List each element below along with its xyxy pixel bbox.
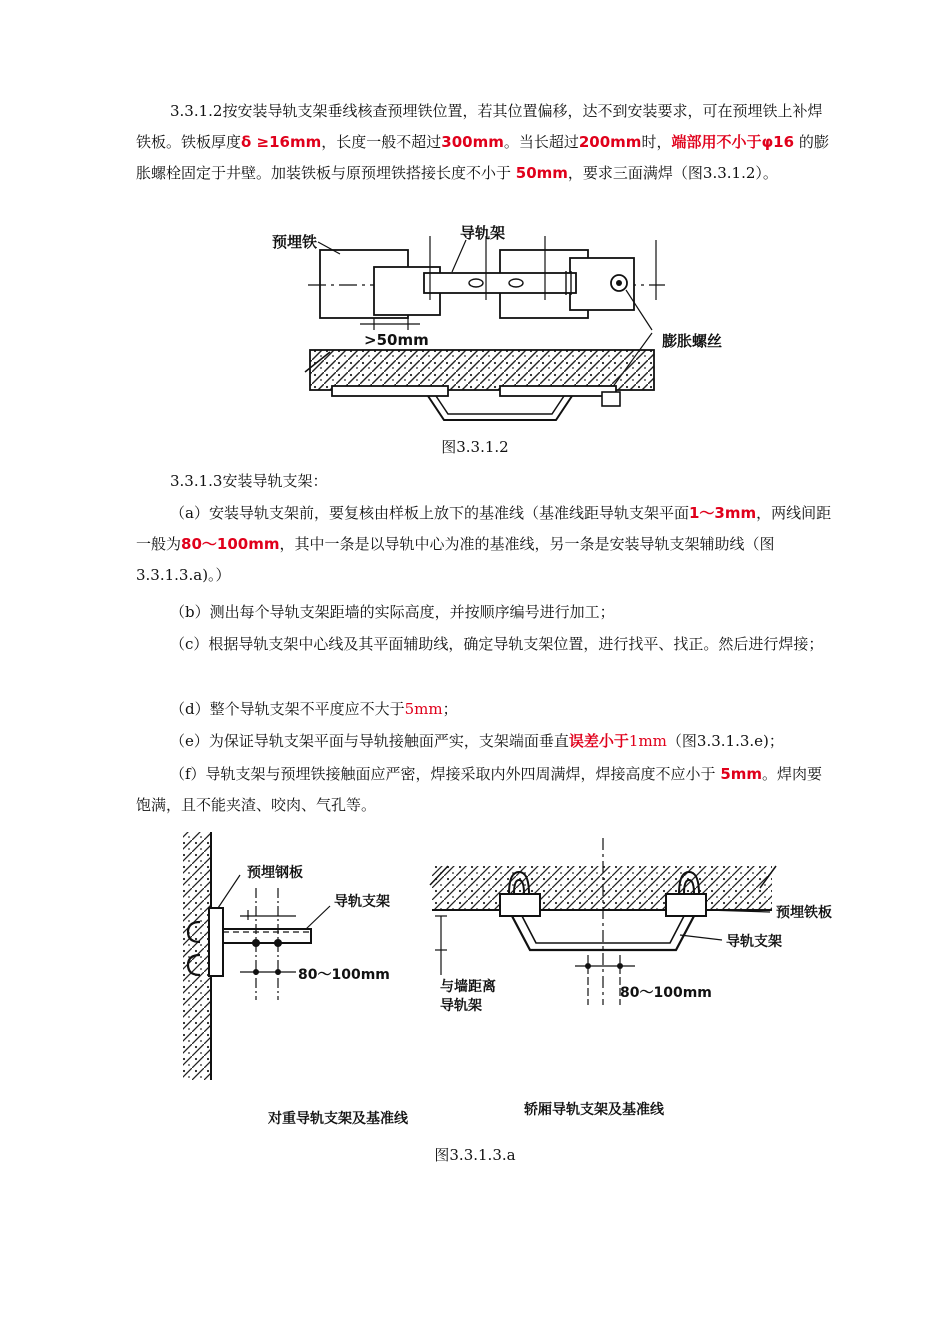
text: 的膨胀螺栓固定于井壁。加装铁板与原预埋铁搭接长度不小于: [136, 133, 829, 182]
left-label-dim: 80～100mm: [298, 967, 390, 983]
figure-3313a-caption: 图3.3.1.3.a: [434, 1146, 516, 1164]
right-embedded-plate-left: [500, 894, 540, 916]
right-label-rail-frame: 导轨架: [440, 998, 482, 1014]
right-label-wall-distance: 与墙距离: [440, 979, 496, 995]
highlight-bolt: 端部用不小于φ16: [671, 133, 795, 151]
text: ，两线间距一般为: [136, 504, 832, 553]
label-embedded-iron: 预埋铁: [272, 233, 318, 251]
text: ，其中一条是以导轨中心为准的基准线，另一条是安装导轨支架辅助线（图3.3.1.3.a)。）: [136, 535, 775, 584]
text: ；: [442, 700, 458, 718]
highlight-200mm: 200mm: [578, 133, 642, 151]
highlight-error: 误差小于: [568, 732, 629, 750]
left-label-plate: 预埋钢板: [247, 865, 303, 881]
right-label-plate: 预埋铁板: [776, 905, 832, 921]
highlight-thickness: δ ≥16mm: [241, 133, 322, 151]
text: 3.3.1.2按安装导轨支架垂线核查预埋铁位置，若其位置偏移，达不到安装要求，可在预埋铁上补焊铁板。铁板厚度: [136, 102, 823, 151]
item-c: （c）根据导轨支架中心线及其平面辅助线，确定导轨支架位置，进行找平、找正。然后进行焊接；: [170, 635, 824, 653]
right-wall-section: [432, 866, 772, 910]
right-label-dim: 80～100mm: [620, 985, 712, 1001]
highlight-weld-5mm: 5mm: [720, 765, 763, 783]
text: （f）导轨支架与预埋铁接触面应严密，焊接采取内外四周满焊，焊接高度不应小于: [170, 765, 721, 783]
highlight-50mm: 50mm: [515, 164, 568, 182]
text: 。焊肉要饱满，且不能夹渣、咬肉、气孔等。: [136, 765, 823, 814]
highlight-80-100mm: 80～100mm: [181, 535, 280, 553]
highlight-length: 300mm: [441, 133, 504, 151]
label-expansion-bolt: 膨胀螺丝: [662, 332, 723, 350]
right-embedded-plate-right: [666, 894, 706, 916]
highlight-1-3mm: 1～3mm: [688, 504, 757, 522]
right-label-bracket: 导轨支架: [726, 934, 782, 950]
left-rail-bracket: [223, 929, 311, 943]
left-embedded-plate: [209, 908, 223, 976]
item-b: （b）测出每个导轨支架距墙的实际高度，并按顺序编号进行加工；: [170, 603, 615, 621]
text: ，长度一般不超过: [321, 133, 442, 151]
text: （e）为保证导轨支架平面与导轨接触面严实，支架端面垂直: [170, 732, 569, 750]
label-50mm: >50mm: [364, 331, 429, 349]
text: 时，: [641, 133, 672, 151]
text: （a）安装导轨支架前，要复核由样板上放下的基准线（基准线距导轨支架平面: [170, 504, 689, 522]
highlight-1mm: 1mm: [628, 732, 667, 750]
left-label-bracket: 导轨支架: [334, 894, 390, 910]
text: ，要求三面满焊（图3.3.1.2）。: [567, 164, 778, 182]
text: （d）整个导轨支架不平度应不大于: [170, 700, 405, 718]
figure-3312-caption: 图3.3.1.2: [441, 438, 509, 456]
right-subfigure-caption: 轿厢导轨支架及基准线: [524, 1102, 664, 1118]
text: 。当长超过: [503, 133, 579, 151]
highlight-5mm: 5mm: [404, 700, 443, 718]
label-rail-bracket: 导轨架: [460, 224, 506, 242]
left-subfigure-caption: 对重导轨支架及基准线: [268, 1111, 408, 1127]
heading-3313: 3.3.1.3安装导轨支架：: [170, 472, 328, 490]
text: （图3.3.1.3.e)；: [666, 732, 784, 750]
